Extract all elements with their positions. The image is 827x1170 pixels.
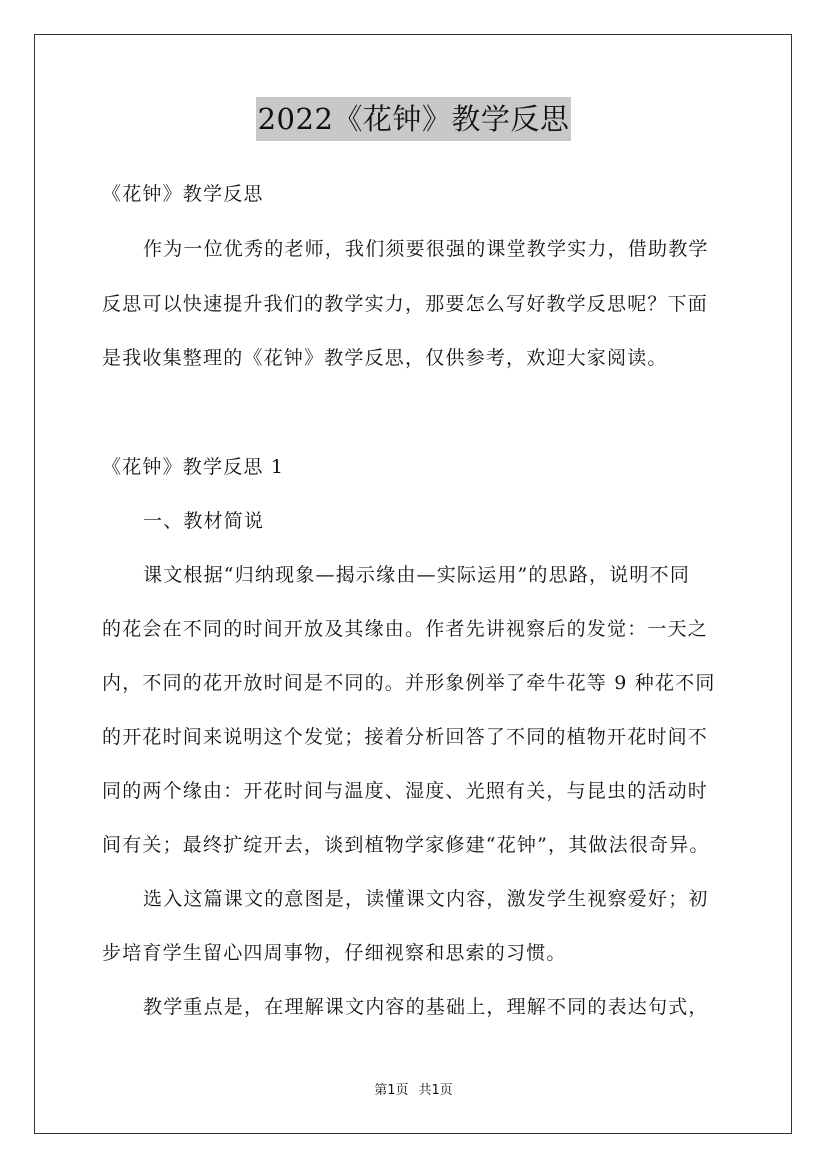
section-heading: 《花钟》教学反思 1 (102, 456, 285, 478)
para1-line-4: 的开花时间来说明这个发觉；接着分析回答了不同的植物开花时间不 (102, 726, 709, 748)
intro-line-1: 作为一位优秀的老师，我们须要很强的课堂教学实力，借助教学 (143, 238, 709, 260)
para1-line-2: 的花会在不同的时间开放及其缘由。作者先讲视察后的发觉：一天之 (102, 618, 709, 640)
document-title: 2022《花钟》教学反思 (256, 97, 572, 141)
para1-line-5: 同的两个缘由：开花时间与温度、湿度、光照有关，与昆虫的活动时 (102, 780, 709, 802)
para2-line-2: 步培育学生留心四周事物，仔细视察和思索的习惯。 (102, 942, 567, 964)
para1-line-6: 间有关；最终扩绽开去，谈到植物学家修建“花钟”，其做法很奇异。 (102, 834, 710, 856)
sub-heading: 一、教材简说 (143, 510, 265, 532)
title-container (0, 97, 827, 141)
para2-line-1: 选入这篇课文的意图是，读懂课文内容，激发学生视察爱好；初 (143, 888, 709, 910)
para1-line-3: 内，不同的花开放时间是不同的。并形象例举了牵牛花等 9 种花不同 (102, 672, 716, 694)
para1-line-1: 课文根据“归纳现象—揭示缘由—实际运用”的思路，说明不同 (143, 564, 691, 586)
intro-line-3: 是我收集整理的《花钟》教学反思，仅供参考，欢迎大家阅读。 (102, 347, 668, 369)
page-number-label: 第1页 (374, 1083, 409, 1098)
page-footer (0, 1083, 827, 1099)
document-subtitle: 《花钟》教学反思 (102, 183, 264, 205)
para3-line-1: 教学重点是，在理解课文内容的基础上，理解不同的表达句式， (143, 996, 709, 1018)
intro-line-2: 反思可以快速提升我们的教学实力，那要怎么写好教学反思呢？下面 (102, 293, 709, 315)
page-total-label: 共1页 (418, 1083, 453, 1098)
